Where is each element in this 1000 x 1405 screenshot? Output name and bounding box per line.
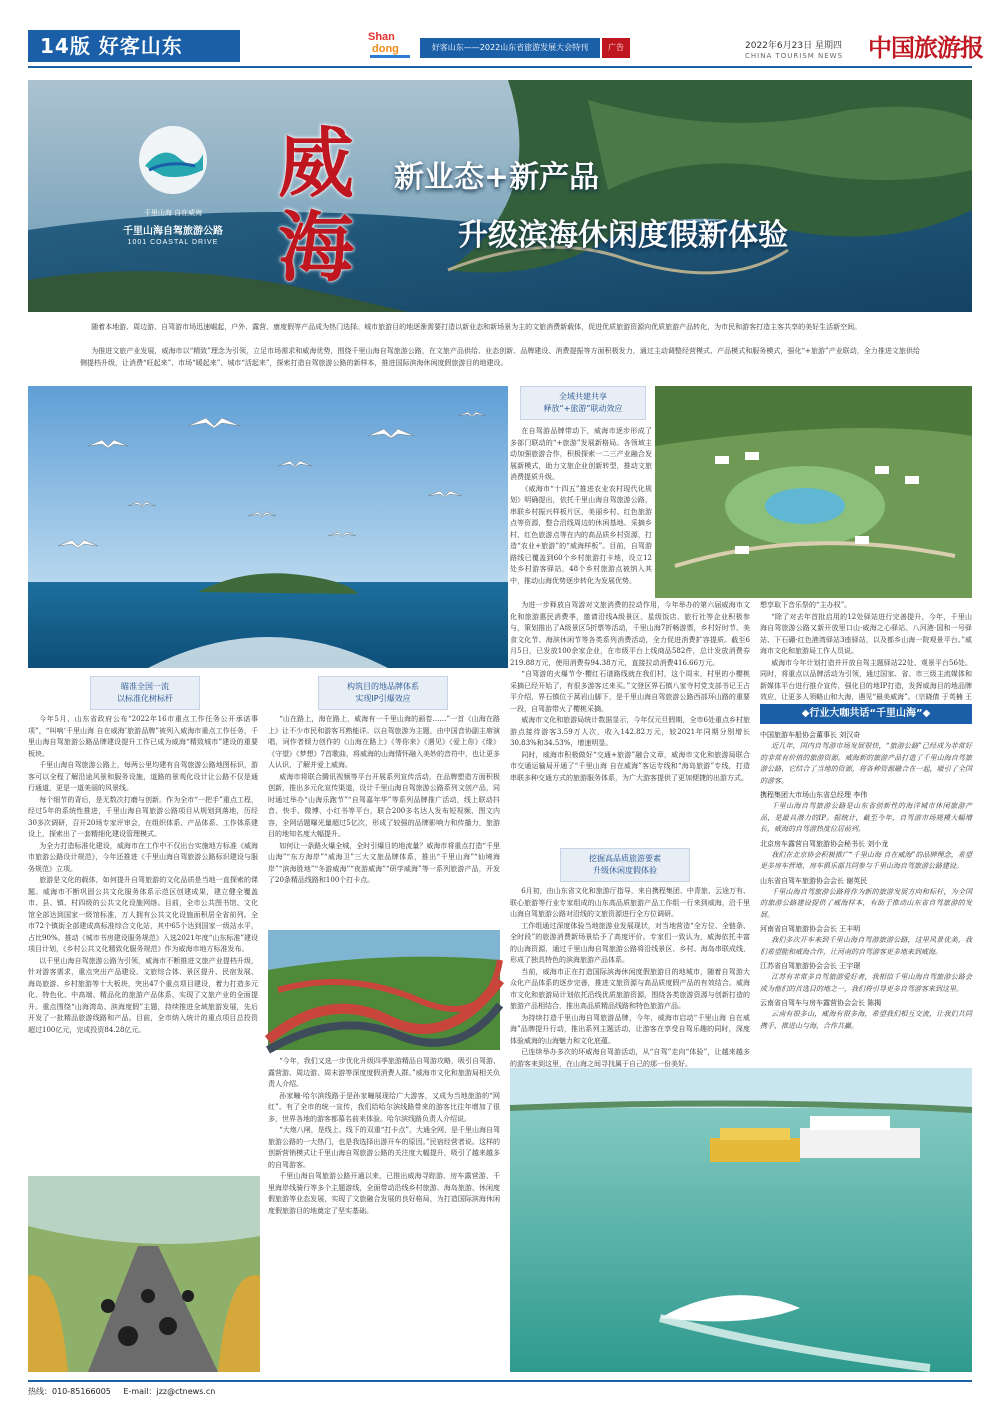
motorcycle-riders-photo xyxy=(28,1176,260,1372)
section-4-title-line1: 挖掘高品质旅游要素 xyxy=(589,854,661,863)
footer-hotline: 热线：010-85166005 xyxy=(28,1387,111,1396)
voice-speaker: 山东省自驾车旅游协会会长 谢英民 xyxy=(760,876,868,885)
voice-quote: 千里山海自驾旅游公路将作为新的旅游发展方向和标杆，为全国的旅游公路建设提供了威海样本，有助于推动山东省自驾旅游的发展。 xyxy=(760,887,972,919)
paragraph: 今年5月，山东省政府公布“2022年16市重点工作任务公开承诺事项”，“叫响‘千里山海 自在威海’旅游品牌”被列入威海市重点工作任务，千里山海自驾旅游公路品牌建设提升工作已成为威海“精致城市”建设的重要板块。 xyxy=(28,715,258,758)
voice-speaker: 携程集团大市场山东省总经理 李伟 xyxy=(760,791,868,799)
section-3-title-line2: 释放“+旅游”联动效应 xyxy=(543,404,623,413)
paragraph: 想享取下音乐祭的“主办权”。 xyxy=(760,601,852,609)
column-4-body xyxy=(760,600,972,701)
voice-speaker: 江苏省自驾旅游协会会长 王宇璟 xyxy=(760,962,861,970)
section-4-title-line2: 升级休闲度假体验 xyxy=(593,866,657,875)
paragraph: “大炮八闸，是线上、线下的双重“打卡点”，大通全网，是千里山海自驾旅游公路的一大热门，也是我选择出游开车的原因。”民宿经营者说。这样的创新营销模式让千里山海自驾旅游公路的关注度大幅提升，吸引了越来越多的自驾游客。 xyxy=(268,1126,500,1169)
section-3-title-line1: 全域共建共享 xyxy=(559,392,607,401)
paragraph: 为持续打造千里山海自驾旅游品牌，今年，威海市启动“千里山海 自在威海”品牌提升行动，推出系列主题活动，让游客在享受自驾乐趣的同时，深度体验威海的山海魅力和文化底蕴。 xyxy=(510,1013,750,1045)
paragraph: 为全力打造标准化建设，威海市在工作中不仅出台实施地方标准《威海市旅游公路设计规范》，今年还推进《千里山海自驾旅游公路标识建设与服务规范》立项。 xyxy=(28,841,258,873)
logo-cn-name: 千里山海自驾旅游公路 xyxy=(123,226,223,237)
hero-city-name xyxy=(278,119,398,302)
section-1-title-line2: 以标准化树标杆 xyxy=(117,694,173,703)
shandong-logo xyxy=(366,26,416,62)
paragraph: 《威海市“十四五”推进农业农村现代化规划》明确提出，依托千里山海自驾旅游公路，串联乡村振兴样板片区、美丽乡村、红色旅游点等资源，整合沿线周边的休闲基地、采摘乡村、红色旅游点等在内的高品质乡村资源，打造“农业+旅游”的“威海样板”。目前，自驾游路线已覆盖到60个乡村旅游打卡地，设立12处乡村游客驿站，48个乡村旅游点被纳入其中，推动山海优势逐步转化为发展优势。 xyxy=(510,484,652,585)
voice-quote: 千里山海自驾旅游公路是山东省创新性的海洋城市休闲旅游产品，是最具潜力的IP。据统计，截至今年，自驾游市场规模大幅增长，威海的自驾游热度位居前列。 xyxy=(760,802,972,833)
svg-text:Shan: Shan xyxy=(368,31,395,43)
ad-tag: 广告 xyxy=(602,38,630,58)
section-2-title-line1: 构筑目的地品牌体系 xyxy=(347,682,419,691)
voice-quote: 江苏有非常多自驾旅游爱好者，我相信千里山海自驾旅游公路会成为他们的首选目的地之一，我们将引导更多自驾游客来到这里。 xyxy=(760,973,972,993)
paragraph: 旅游是文化的载体，如何提升自驾旅游的文化品质是当地一直探索的课题。威海市不断巩固公共文化服务体系示范区创建成果，建立健全覆盖市、县、镇、村四级的公共文化设施网络。目前，全市公共图书馆、文化馆全部达到国家一级馆标准，万人拥有公共文化设施面积居全省前列。全市72个镇街全部建成高标准综合文化站，其中65个达到国家一级站水平，占比90%。推动《城市书房建设服务规范》入选2021年度“山东标准”建设项目计划，《乡村公共文化精致化服务规范》作为威海市地方标准发布。 xyxy=(28,876,258,953)
voice-item xyxy=(760,961,972,995)
paragraph: 千里山海自驾旅游公路开通以来，已推出威海寻踪游、房车露营游、千里海岸线骑行等多个主题游线，全面带动沿线乡村旅游、海岛旅游、休闲度假旅游等业态发展，实现了文旅融合发展的良好格局，为打造国际滨海休闲度假旅游目的地奠定了坚实基础。 xyxy=(268,1172,500,1215)
paragraph: 以千里山海自驾旅游公路为引领，威海市不断推进文旅产业提档升级，针对游客需求，重点突出产品建设、文旅综合体、景区提升、民宿发展、海岛旅游、乡村旅游等十大板块，突出47个重点项目建设，着力打造多元化、特色化、中高端、精品化的旅游产品体系，实现了文旅产业的全面提升。重点围绕“山海湾岛、滨海度假”主题，持续推进全域旅游发展，先后开发了一批精品旅游线路和产品。目前，全市纳入统计的重点项目总投资超过100亿元，完成投资84.28亿元。 xyxy=(28,956,258,1034)
logo-en-name: 1001 COASTAL DRIVE xyxy=(127,239,219,246)
paragraph: 当前，威海市正在打造国际滨海休闲度假旅游目的地城市，随着自驾游大众化产品体系的逐步完善，推进文旅资源与高品质度假产品的有效结合。威海市文化和旅游局计划依托沿线优质旅游资源，围绕各类旅游资源与创新打造的旅游产品相结合，推出高品质精品线路和特色旅游产品。 xyxy=(510,967,750,1010)
hero-banner xyxy=(28,80,972,312)
section-1-title-line1: 瞄准全国一流 xyxy=(121,682,169,691)
coastal-drive-logo xyxy=(98,120,248,270)
paragraph: 在自驾游品牌带动下，威海市逐步形成了多部门联动的“+旅游”发展新格局。各领域主动加强旅游合作，积极探索一二三产业融合发展新模式，助力文旅企业创新转型，推动文旅消费提质升级。 xyxy=(510,427,652,481)
section-1-body xyxy=(28,714,258,1172)
section-2-body-b xyxy=(268,1056,500,1372)
paragraph: 已连续举办多次的环威海自驾游活动，从“自驾”走向“体验”，让越来越多的游客来到这里，在山海之间寻找属于自己的那一份美好。 xyxy=(510,1048,750,1068)
hero-title-1: 新业态+新产品 xyxy=(394,160,600,195)
paragraph: 威海市将联合腾讯视频等平台开展系列宣传活动，在品牌塑造方面积极创新，推出多元化宣传渠道，设计千里山海自驾旅游公路系列文创产品，同时通过举办“山海乐跑节”“自驾嘉年华”等系列品牌推广活动，线上联动抖音、快手、微博、小红书等平台，联合200多名达人发布短视频、图文内容，全网话题曝光量超过5亿次，形成了较强的品牌影响力和传播力，旅游目的地知名度大幅提升。 xyxy=(268,772,500,838)
paragraph: “今年，我们又选一步优化升级四季旅游精品自驾游攻略，吸引自驾游、露营游、周边游、周末游等深度度假消费人群。”威海市文化和旅游局相关负责人介绍。 xyxy=(268,1057,500,1088)
section-1-title xyxy=(90,676,200,710)
coastal-drive-emblem-icon xyxy=(133,120,213,200)
svg-text:dong: dong xyxy=(372,43,399,55)
section-2-title-line2: 实现IP引爆效应 xyxy=(355,694,411,703)
voice-quote: 我们多次开车来到千里山海自驾游旅游公路，这里风景优美，我们希望能和威海合作，让河南的自驾游客更多地来到威海。 xyxy=(760,936,972,956)
section-3-title xyxy=(520,386,646,420)
section-2-title xyxy=(318,676,448,710)
logo-slogan: 千里山海 自在威海 xyxy=(143,209,203,217)
paragraph: 6月初，由山东省文化和旅游厅指导，来自携程集团、中青旅、云途万有、联心旅游等行业专家组成的山东高品质旅游产品工作组一行来到威海，沿千里山海自驾旅游公路对沿线的文旅资源进行全方位调研。 xyxy=(510,887,750,918)
winding-road-photo xyxy=(268,930,500,1050)
issue-date: 2022年6月23日 星期四 xyxy=(745,41,842,51)
section-2-body xyxy=(268,714,500,926)
voice-item xyxy=(760,924,972,958)
voice-item xyxy=(760,730,972,787)
voice-speaker: 中国旅游车船协会董事长 刘汉奇 xyxy=(760,731,861,739)
paragraph: 千里山海自驾旅游公路上，每两公里均建有自驾旅游公路地图标识，游客可以全程了解沿途风景和服务设施，道路的景观化设计让公路不仅是通行通道，更是一道美丽的风景线。 xyxy=(28,761,258,792)
footer-email[interactable]: E-mail：jzz@ctnews.cn xyxy=(123,1387,216,1396)
ferry-boats-photo xyxy=(510,1068,972,1372)
section-3-body xyxy=(510,426,652,598)
hero-city-text: 威海 xyxy=(278,119,354,292)
intro-paragraph-2: 为推进文旅产业发展，威海市以“精致”理念为引领，立足市场需求和威海优势，围绕千里山海自驾旅游公路，在文旅产品供给、业态创新、品牌建设、消费提振等方面积极发力，通过主动调整经营模式、产品模式和服务模式，强化“+旅游”产业联动，全力推进文旅供给侧提档升级，让消费“旺起来”、市场“暖起来”、城市“活起来”，探索打造自驾旅游公路的新样本，推进国际滨海休闲度假旅游目的地建设。 xyxy=(80,347,920,367)
paragraph: 为进一步释放自驾游对文旅消费的拉动作用，今年举办的第六届威海市文化和旅游惠民消费季，邀请沿线A级景区、星级饭店、旅行社等企业积极参与，策划推出了A级景区5折票等活动，千里山海7折畅游票，乡村好时节、美食文化节、海滨休闲节等各类系列消费活动，全力促进消费扩容提质。截至6月5日，已发放100余家企业，在市级平台上线商品582件，总计发放消费券219.88万元，使用消费券94.38万元，直接拉动消费416.66万元。 xyxy=(510,601,750,667)
voice-quote: 云南有很多山，威海有很多海，希望我们相互交流，让我们共同携手，推进山与海，合作共赢。 xyxy=(760,1010,972,1030)
paragraph: 威海市文化和旅游局统计数据显示，今年仅元旦假期，全市6处重点乡村旅游点接待游客3.59万人次，收入142.82万元，较2021年同期分别增长30.83%和34.53%，增速明显。 xyxy=(510,716,750,747)
voice-item xyxy=(760,998,972,1032)
voice-item xyxy=(760,839,972,873)
hero-title-2: 升级滨海休闲度假新体验 xyxy=(458,218,788,253)
paragraph: 同时，威海市积极做好“交通+旅游”融合文章，威海市文化和旅游局联合市交通运输局开通了“千里山海 自在威海”客运专线和“海岛旅游”专线，打造串联多种交通方式的旅游服务体系，为广大游客提供了更加便捷的出游方式。 xyxy=(510,750,750,782)
paragraph: 威海市今年计划打造并开放自驾主题驿站22处、观景平台56处。同时，将重点以品牌活动为引领，通过国家、省、市三级主流媒体和新媒体平台进行推介宣传，强化目的地IP打造，发挥威海目的地品牌效应，让更多人领略山和大海，遇见“最美威海”。（宗晓倩 于英楠 王 xyxy=(760,658,972,701)
special-issue-banner: 好客山东——2022山东省旅游发展大会特刊 xyxy=(420,38,600,58)
paragraph: “除了对去年首批启用的12处驿站进行完善提升，今年，千里山海自驾旅游公路又新开放里口山·威海之心驿站、八河港·国和一号驿站、下石硼·红色港湾驿站3座驿站，以及都乡山海一院观景平台。”威海市文化和旅游局工作人员说。 xyxy=(760,612,972,655)
section-4-title xyxy=(560,848,690,882)
industry-voices-list xyxy=(760,730,972,1064)
paragraph: “自驾游的火爆节令·樱红石谱路线就在我们村，这个周末，村里的小樱桃采摘已经开始了，有很多游客过来买。”文登区界石镇八家寺村党支部书记王占平介绍，界石镇位于蒿岩山脚下，是千里山海自驾旅游公路西部环山路的重要一段，自驾游带火了樱桃采摘。 xyxy=(510,670,750,713)
paragraph: “山在路上，海在路上，威海有一千里山海的画卷……”一首《山海在路上》让不少市民和游客耳熟能详。以自驾旅游为主题，由中国音协副主席演唱，词作者倾力创作的《山海在路上》《等你来》《遇见》《爱上你》《缘》《守望》《梦想》7首歌曲，将威海的山海情怀融入美妙的音符中，也让更多人认识、了解并爱上威海。 xyxy=(268,715,500,769)
newspaper-masthead: 中国旅游报 xyxy=(868,33,983,62)
paragraph: 工作组通过深度体验当地旅游业发展现状，对当地营造“全方位、全链条、全时段”的旅游消费新场景给予了高度评价。专家们一致认为，威海依托丰富的山海资源，通过千里山海自驾旅游公路将沿线景区、乡村、海岛串联成线，形成了独具特色的滨海旅游产品体系。 xyxy=(510,921,750,964)
voice-quote: 近几年，国内自驾游市场发展很快，“旅游公路”已经成为非常好的非常有价值的旅游资源。威海新的旅游产品打造了千里山海自驾旅游公路，它结合了当地的资源，将各种资源融合在一起，吸引了全国的游客。 xyxy=(760,742,972,785)
paragraph: 每个细节的背后，是无数次打磨与创新。作为全市“一把手”重点工程，经过5年的系统性推进，千里山海自驾旅游公路项目从规划到落地，历经30多次调研，召开20场专家评审会，在组织体系、产品体系、工作体系建设上，探索出了一套精细化建设管理模式。 xyxy=(28,795,258,838)
section-4-body xyxy=(510,886,750,1068)
voice-speaker: 北京房车露营自驾旅游协会秘书长 刘小龙 xyxy=(760,839,889,848)
voice-quote: 我们在北京协会积极推广“千里山海 自在威海”的品牌理念，希望更多房车营地、房车俱乐部共同参与千里山海自驾旅游公路建设。 xyxy=(760,850,972,870)
page-label: 14版 好客山东 xyxy=(28,30,240,62)
section-3-body-wide xyxy=(510,600,750,840)
paragraph: 如何让一条路火爆全城，全时引爆目的地流量？威海市将重点打造“千里山海”“东方海岸”“威海卫”三大文旅品牌体系，推出“千里山海”“仙境海岸”“滨海胜地”“冬游威海”“夜游威海”“研学威海”等一系列旅游产品，开发了20条精品线路和100个打卡点。 xyxy=(268,841,500,884)
header-rule xyxy=(28,66,972,68)
page-footer xyxy=(28,1380,972,1397)
voice-item xyxy=(760,790,972,836)
voice-speaker: 云南省自驾车与房车露营协会会长 陈揭 xyxy=(760,999,882,1007)
voice-speaker: 河南省自驾旅游协会会长 王丰明 xyxy=(760,925,861,933)
paper-en-name: CHINA TOURISM NEWS xyxy=(745,52,844,60)
industry-voices-title: ◆行业大咖共话“千里山海”◆ xyxy=(760,704,972,724)
intro-paragraph-1: 随着本地游、周边游、自驾游市场迅速崛起，户外、露营、康度假等产品成为热门选择。城市旅游目的地逐渐需要打造以新业态和新场景为主的文旅消费新载体，促进优质旅游资源向优质旅游产品转化，为市民和游客打造主客共享的美好生活新空间。 xyxy=(91,323,862,331)
seagulls-photo xyxy=(28,386,508,668)
resort-aerial-photo xyxy=(655,386,972,598)
paragraph: 孙家疃·哈尔滨线路于是孙家疃展现给广大游客，又成为当地旅游的“网红”。有了全市的统一宣传，我们给哈尔滨线路带来的游客比往年增加了很多，世界各地的游客都慕名前来体验。哈尔滨线路负责人介绍说。 xyxy=(268,1091,500,1123)
voice-item xyxy=(760,876,972,922)
